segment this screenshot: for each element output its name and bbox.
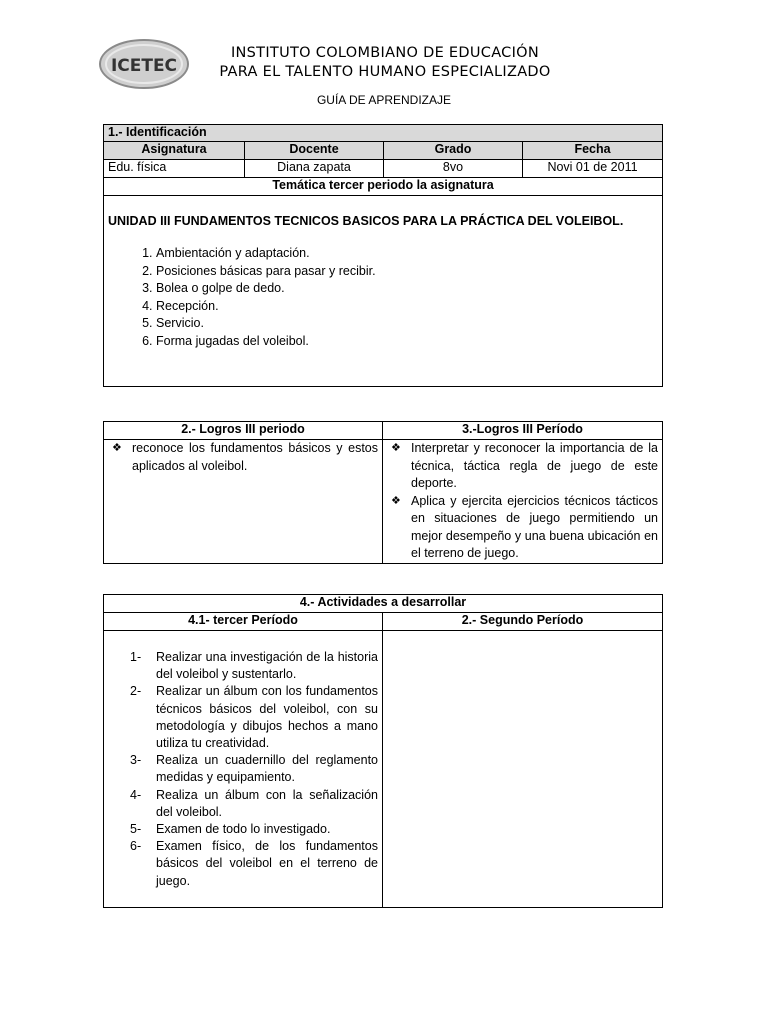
identificacion-title: 1.- Identificación <box>104 125 663 142</box>
logros-table <box>103 421 663 564</box>
list-item: ❖ reconoce los fundamentos básicos y estos aplicados al voleibol. <box>112 441 378 473</box>
topics-list <box>108 245 658 350</box>
actividades-col1-title: 4.1- tercer Período <box>104 613 383 631</box>
identificacion-table <box>103 124 663 387</box>
logros-col1-list <box>108 440 378 475</box>
actividades-col2-content <box>383 631 663 908</box>
logros-col2-title: 3.-Logros III Período <box>383 422 663 440</box>
list-item: 1- Realizar una investigación de la historia del voleibol y sustentarlo. <box>130 650 378 682</box>
list-item: 2. Posiciones básicas para pasar y recibir. <box>156 263 658 281</box>
list-item: 1. Ambientación y adaptación. <box>156 245 658 263</box>
list-item: 4. Recepción. <box>156 298 658 316</box>
list-item: 6. Forma jugadas del voleibol. <box>156 333 658 351</box>
list-item: 4- Realiza un álbum con la señalización del voleibol. <box>130 787 378 819</box>
column-header-asignatura: Asignatura <box>104 142 245 160</box>
actividades-col2-title: 2.- Segundo Período <box>383 613 663 631</box>
grado-value: 8vo <box>384 160 523 178</box>
icetec-logo <box>98 38 190 90</box>
institution-name <box>200 44 570 82</box>
actividades-title: 4.- Actividades a desarrollar <box>104 595 663 613</box>
unidad-title: UNIDAD III FUNDAMENTOS TECNICOS BASICOS PARA LA PRÁCTICA DEL VOLEIBOL. <box>108 214 624 228</box>
actividades-table <box>103 594 663 908</box>
diamond-bullet-icon: ❖ <box>391 494 401 507</box>
asignatura-value: Edu. física <box>104 160 245 178</box>
list-item: 3. Bolea o golpe de dedo. <box>156 280 658 298</box>
list-item: ❖ Interpretar y reconocer la importancia de la técnica, táctica regla de juego de este deporte. <box>391 441 658 490</box>
column-header-grado: Grado <box>384 142 523 160</box>
actividades-list <box>108 649 378 890</box>
list-item: 3- Realiza un cuadernillo del reglamento medidas y equipamiento. <box>130 753 378 785</box>
list-item: 5. Servicio. <box>156 315 658 333</box>
guide-title: GUÍA DE APRENDIZAJE <box>316 93 452 107</box>
list-item: 2- Realizar un álbum con los fundamentos técnicos básicos del voleibol, con su metodología y dibujos hechos a mano utiliza tu creatividad. <box>130 684 378 751</box>
docente-value: Diana zapata <box>245 160 384 178</box>
diamond-bullet-icon: ❖ <box>391 442 401 454</box>
tematica-content <box>104 196 663 387</box>
institution-line-1: INSTITUTO COLOMBIANO DE EDUCACIÓN <box>230 45 540 61</box>
column-header-fecha: Fecha <box>523 142 663 160</box>
logros-col1-content <box>104 440 383 564</box>
list-item: 6- Examen físico, de los fundamentos básicos del voleibol en el terreno de juego. <box>130 839 378 888</box>
institution-line-2: PARA EL TALENTO HUMANO ESPECIALIZADO <box>219 64 551 80</box>
column-header-docente: Docente <box>245 142 384 160</box>
list-item: 5- Examen de todo lo investigado. <box>130 822 331 837</box>
tematica-title: Temática tercer periodo la asignatura <box>104 178 663 196</box>
fecha-value: Novi 01 de 2011 <box>523 160 663 178</box>
actividades-col1-content <box>104 631 383 908</box>
list-item: ❖ Aplica y ejercita ejercicios técnicos tácticos en situaciones de juego permitiendo un mejor desempeño y una buena ubicación en el terreno de juego. <box>391 493 658 560</box>
logros-col2-list <box>387 440 658 563</box>
diamond-bullet-icon: ❖ <box>112 442 122 454</box>
svg-text:ICETEC: ICETEC <box>110 56 178 76</box>
logros-col2-content <box>383 440 663 564</box>
logros-col1-title: 2.- Logros III periodo <box>104 422 383 440</box>
